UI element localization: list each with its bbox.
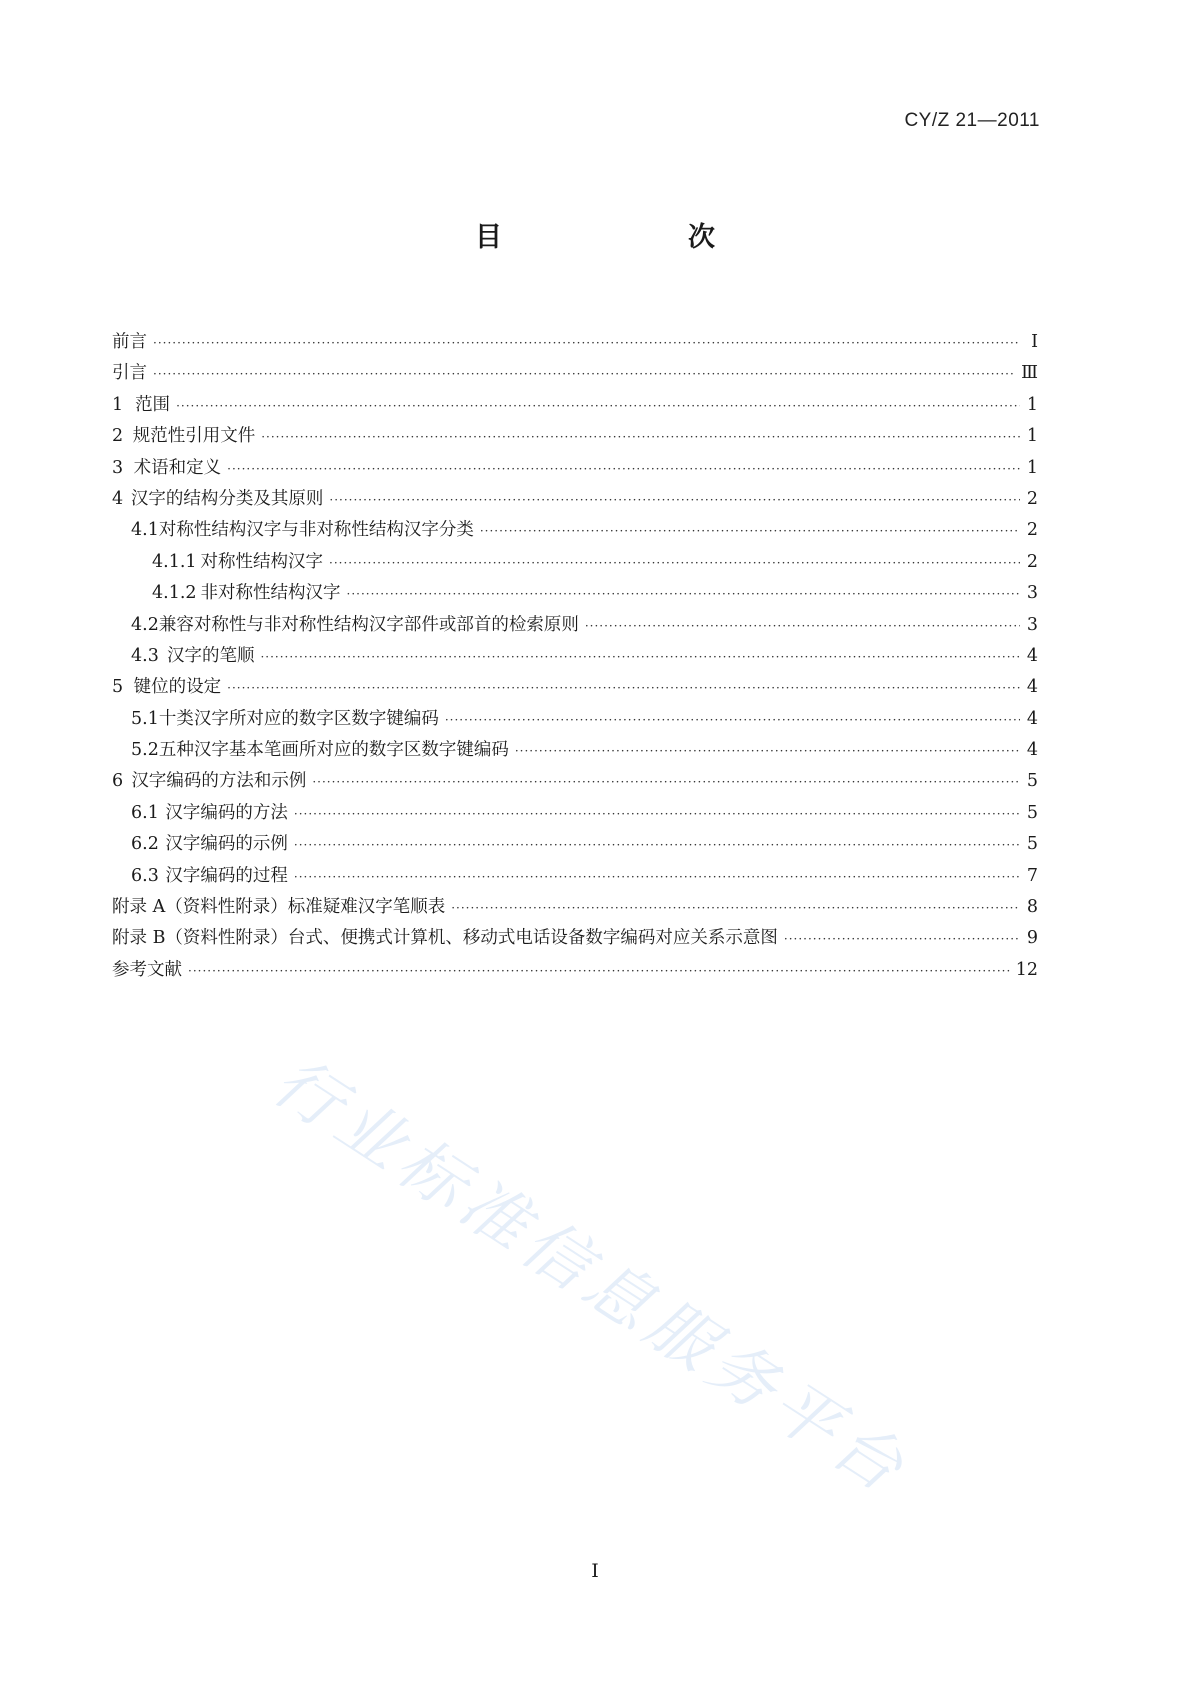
toc-entry-page: 1 [1026, 426, 1038, 447]
toc-entry[interactable] [112, 735, 1038, 766]
toc-entry-page: 2 [1026, 551, 1038, 572]
toc-leader-dots [153, 359, 1015, 390]
toc-entry-number: 4.1.1 [152, 551, 197, 572]
toc-entry-page: 2 [1026, 488, 1038, 509]
toc-entry-number: 5.1 [131, 708, 159, 729]
toc-entry-page: 3 [1026, 583, 1038, 604]
toc-entry-page: 4 [1026, 645, 1038, 666]
toc-entry[interactable] [112, 829, 1038, 860]
toc-leader-dots [347, 579, 1020, 610]
toc-entry-page: 5 [1026, 771, 1038, 792]
toc-entry-number: 6.1 [131, 802, 159, 823]
page-number: Ⅰ [591, 1560, 599, 1582]
toc-entry-page: 4 [1026, 740, 1038, 761]
toc-entry[interactable] [112, 861, 1038, 892]
toc-entry-page: 4 [1026, 677, 1038, 698]
toc-entry[interactable] [112, 547, 1038, 578]
toc-entry[interactable] [112, 515, 1038, 546]
toc-leader-dots [294, 862, 1020, 893]
toc-entry-label: 汉字的结构分类及其原则 [130, 488, 324, 509]
toc-entry-page: 9 [1026, 928, 1038, 949]
toc-entry-label: 汉字编码的方法和示例 [131, 771, 307, 792]
toc-entry-label: 参考文献 [112, 959, 182, 980]
toc-entry-page: 1 [1026, 394, 1038, 415]
toc-leader-dots [227, 454, 1020, 485]
toc-leader-dots [329, 485, 1020, 516]
toc-entry-label: 对称性结构汉字 [200, 551, 324, 572]
toc-leader-dots [784, 924, 1020, 955]
toc-leader-dots [329, 548, 1020, 579]
toc-entry-page: Ⅲ [1021, 363, 1038, 384]
toc-leader-dots [515, 736, 1020, 767]
toc-entry-number: 5 [112, 677, 124, 698]
toc-entry-number: 6.2 [131, 834, 159, 855]
toc-entry-label: 引言 [112, 363, 147, 384]
toc-entry-number: 4.2 [131, 614, 159, 635]
toc-entry-number: 4.3 [131, 645, 159, 666]
toc-entry-number: 6.3 [131, 865, 159, 886]
toc-leader-dots [480, 516, 1020, 547]
toc-entry-page: 5 [1026, 834, 1038, 855]
toc-leader-dots [585, 611, 1020, 642]
toc-entry[interactable] [112, 923, 1038, 954]
toc-entry[interactable] [112, 955, 1038, 986]
toc-entry-label: 汉字编码的示例 [165, 834, 288, 855]
toc-entry-number: 4.1 [131, 520, 159, 541]
toc-entry-page: 5 [1026, 802, 1038, 823]
toc-entry-label: 附录 A（资料性附录）标准疑难汉字笔顺表 [112, 897, 446, 918]
toc-entry-label: 兼容对称性与非对称性结构汉字部件或部首的检索原则 [158, 614, 579, 635]
toc-entry[interactable] [112, 358, 1038, 389]
toc-entry-label: 非对称性结构汉字 [200, 583, 341, 604]
toc-entry-number: 4 [112, 488, 124, 509]
toc-entry-label: 附录 B（资料性附录）台式、便携式计算机、移动式电话设备数字编码对应关系示意图 [112, 928, 778, 949]
toc-entry[interactable] [112, 704, 1038, 735]
toc-entry[interactable] [112, 610, 1038, 641]
toc-entry[interactable] [112, 798, 1038, 829]
toc-entry-page: 12 [1015, 959, 1038, 980]
toc-entry[interactable] [112, 641, 1038, 672]
toc-entry-page: Ⅰ [1031, 332, 1038, 352]
toc-entry-label: 对称性结构汉字与非对称性结构汉字分类 [158, 520, 474, 541]
toc-entry-label: 键位的设定 [133, 677, 222, 698]
toc-entry-label: 十类汉字所对应的数字区数字键编码 [158, 708, 439, 729]
toc-entry-page: 7 [1026, 865, 1038, 886]
watermark: 行业标准信息服务平台 [259, 1042, 923, 1511]
toc-entry-page: 8 [1026, 897, 1038, 918]
toc-entry-label: 术语和定义 [133, 457, 222, 478]
toc-entry-page: 2 [1026, 520, 1038, 541]
toc-entry-number: 5.2 [131, 740, 159, 761]
toc-entry-label: 汉字编码的方法 [165, 802, 288, 823]
toc-entry[interactable] [112, 484, 1038, 515]
toc-entry-page: 1 [1026, 457, 1038, 478]
toc-leader-dots [153, 328, 1020, 359]
toc-entry-label: 汉字编码的过程 [165, 865, 288, 886]
toc-entry[interactable] [112, 421, 1038, 452]
toc-entry-number: 6 [112, 771, 124, 792]
toc-entry-label: 规范性引用文件 [132, 426, 256, 447]
toc-leader-dots [188, 956, 1010, 987]
toc-entry-number: 1 [112, 394, 124, 415]
toc-leader-dots [176, 391, 1020, 422]
standard-code: CY/Z 21—2011 [904, 110, 1040, 131]
toc-entry-label: 汉字的笔顺 [166, 645, 255, 666]
toc-entry-label: 范围 [135, 394, 171, 415]
toc-entry[interactable] [112, 892, 1038, 923]
toc-leader-dots [445, 705, 1020, 736]
toc-entry[interactable] [112, 453, 1038, 484]
toc-leader-dots [260, 642, 1020, 673]
toc-entry-label: 前言 [112, 332, 147, 352]
toc-entry[interactable] [112, 390, 1038, 421]
toc-leader-dots [261, 422, 1020, 453]
toc-entry-page: 4 [1026, 708, 1038, 729]
toc-leader-dots [312, 767, 1020, 798]
toc-title: 目 次 [475, 222, 759, 253]
toc-entry-page: 3 [1026, 614, 1038, 635]
toc-entry-number: 2 [112, 426, 124, 447]
toc-leader-dots [294, 799, 1020, 830]
toc-leader-dots [227, 673, 1020, 704]
toc-entry[interactable] [112, 766, 1038, 797]
toc-entry[interactable] [112, 672, 1038, 703]
toc-leader-dots [451, 893, 1020, 924]
toc-entry-label: 五种汉字基本笔画所对应的数字区数字键编码 [158, 740, 509, 761]
toc-entry[interactable] [112, 327, 1038, 358]
toc-entry-number: 4.1.2 [152, 583, 197, 604]
table-of-contents [112, 327, 1038, 986]
toc-entry[interactable] [112, 578, 1038, 609]
toc-entry-number: 3 [112, 457, 124, 478]
toc-leader-dots [294, 830, 1020, 861]
